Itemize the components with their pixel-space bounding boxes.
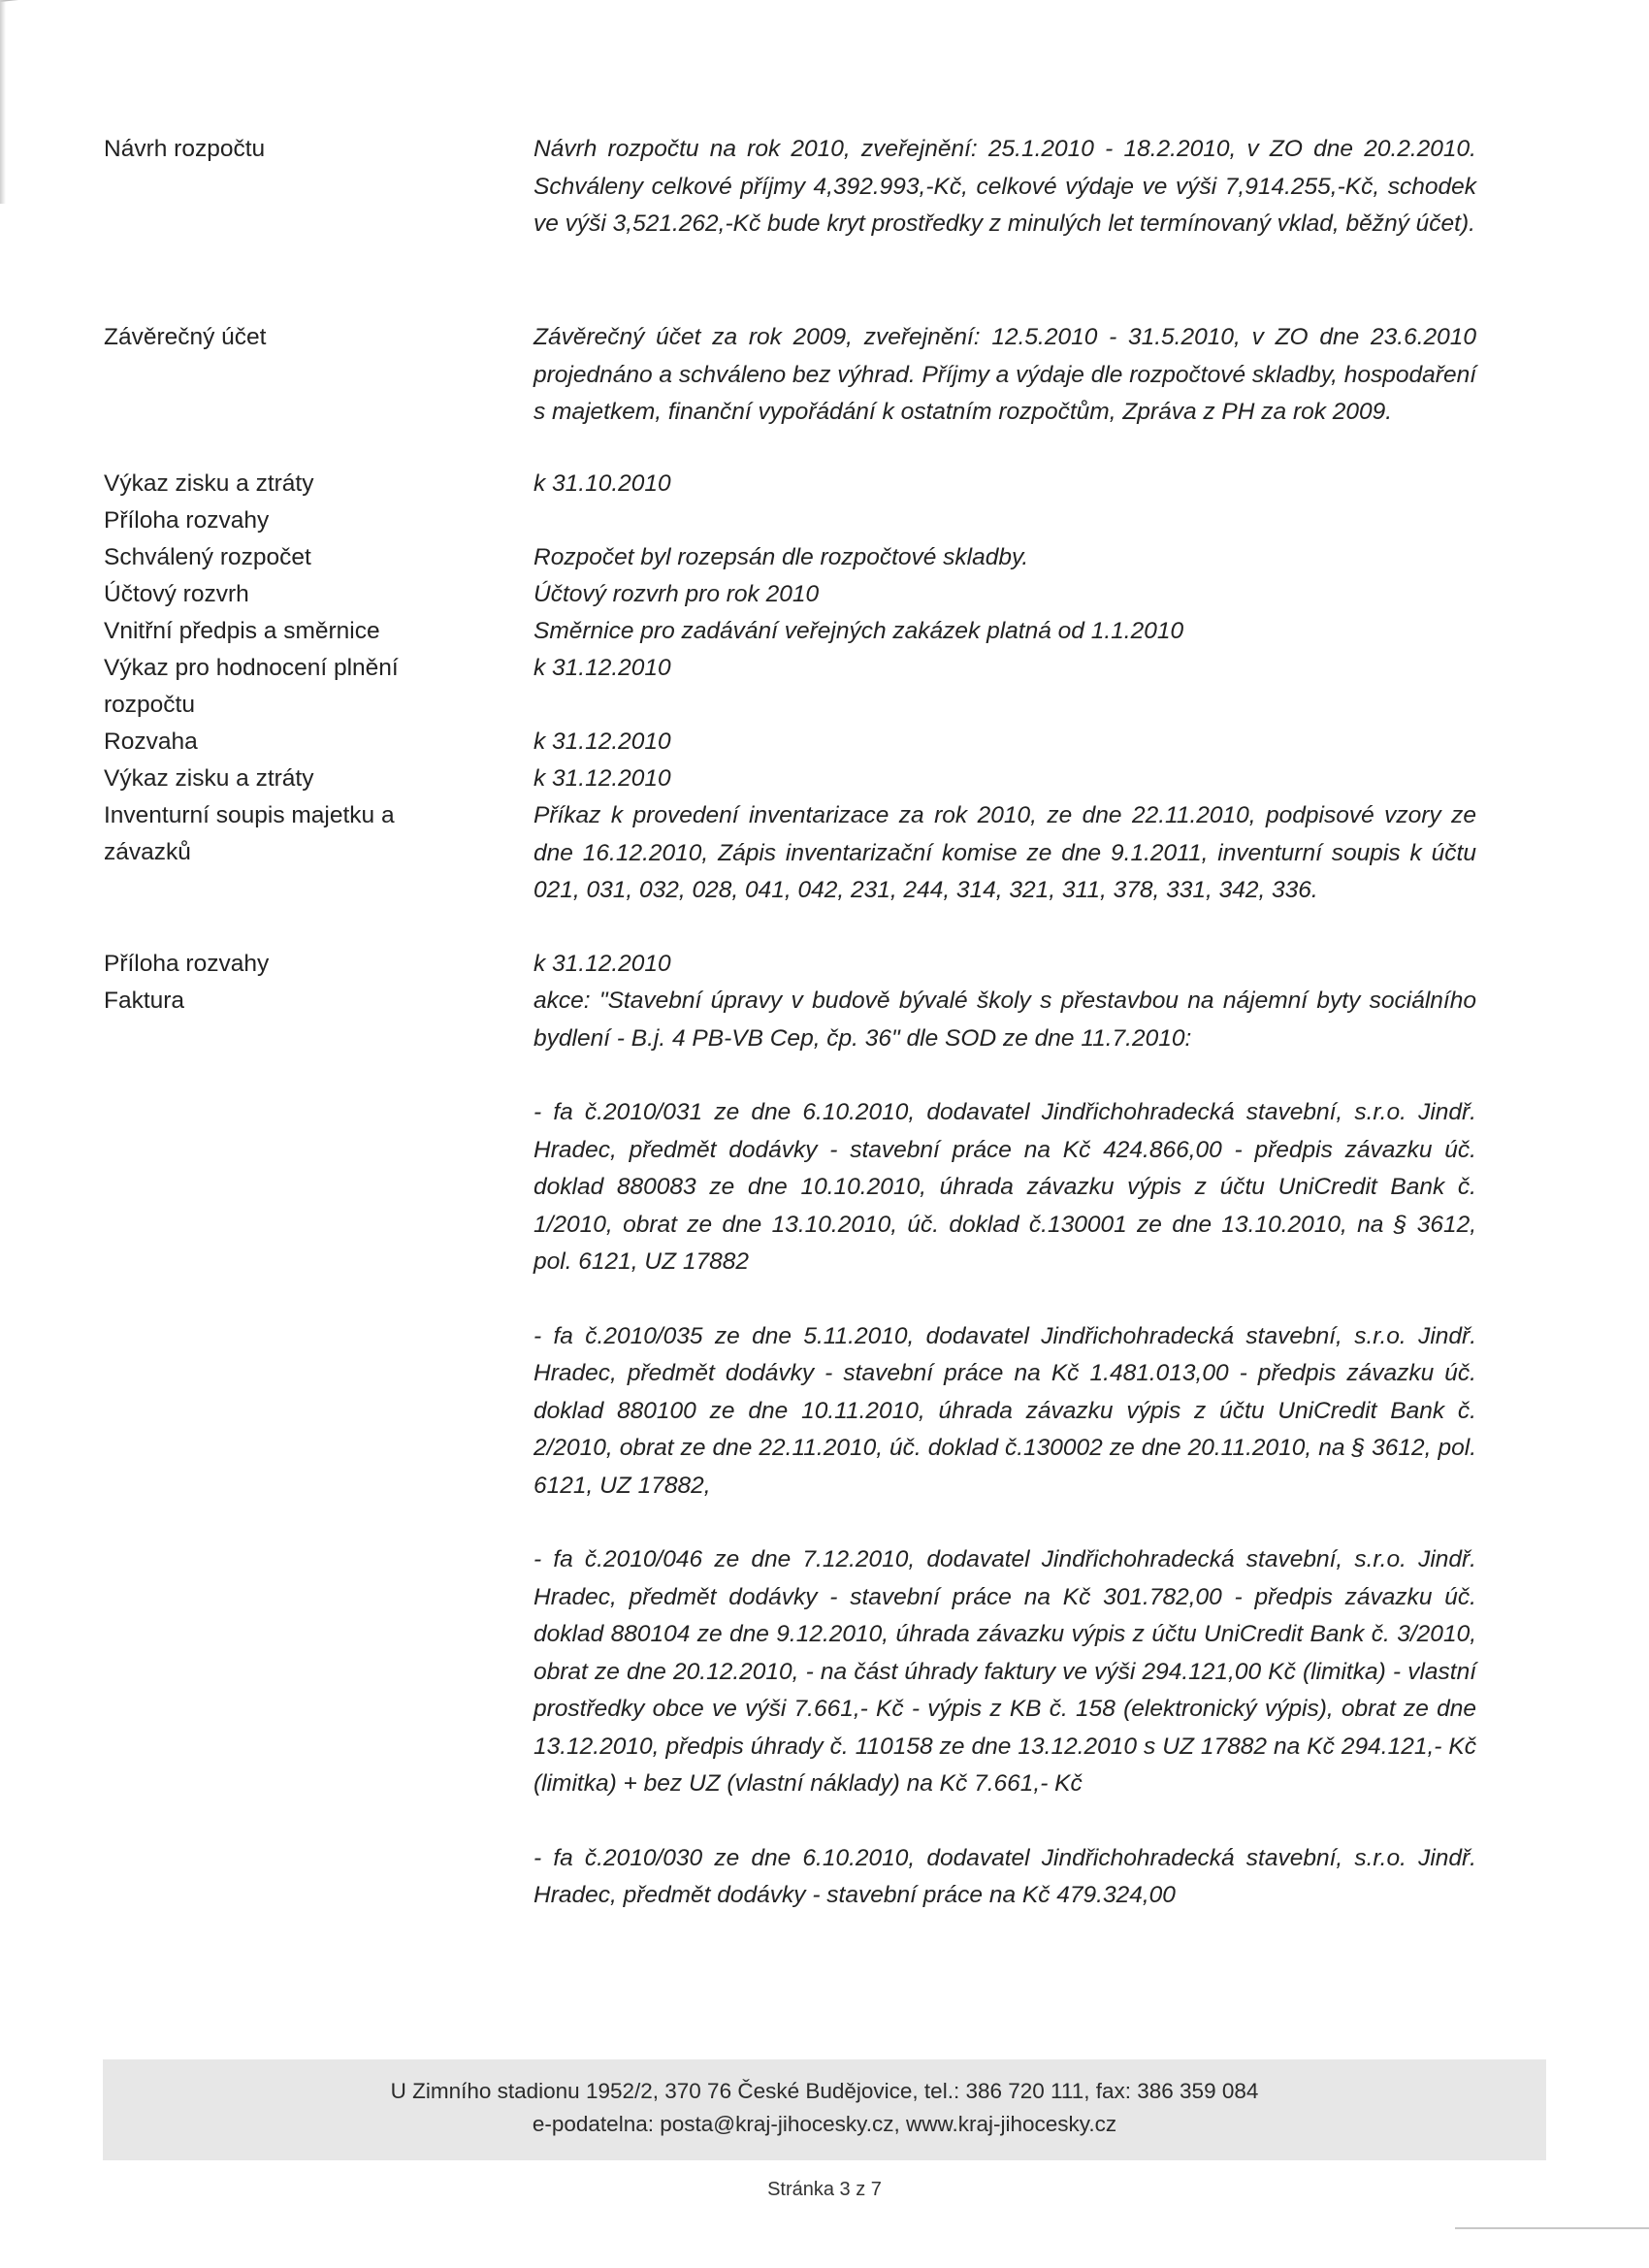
content-zaverecny-ucet: Závěrečný účet za rok 2009, zveřejnění: 12.5.2010 - 31.5.2010, v ZO dne 23.6.2010 projednáno a schváleno bez výhrad. Příjmy a výdaje dle rozpočtové skladby, hospodaření s majetkem, finanční vypořádání k ostatním rozpočtům, Zpráva z PH za rok 2009. <box>534 324 1476 425</box>
label-vykaz-plneni <box>104 650 453 724</box>
content-vykaz-zisku-2: k 31.12.2010 <box>534 765 671 792</box>
content-faktura <box>534 983 1476 1915</box>
label-navrh-rozpoctu: Návrh rozpočtu <box>104 136 266 162</box>
label-inventurni-soupis <box>104 797 453 871</box>
label-rozvaha: Rozvaha <box>104 729 198 755</box>
label-priloha-rozvahy-1: Příloha rozvahy <box>104 507 270 534</box>
content-rozvaha: k 31.12.2010 <box>534 729 671 755</box>
label-faktura: Faktura <box>104 988 185 1014</box>
invoice-item: - fa č.2010/046 ze dne 7.12.2010, dodavatel Jindřichohradecká stavební, s.r.o. Jindř. Hradec, předmět dodávky - stavební práce na Kč 301.782,00 - předpis závazku úč. doklad 880104 ze dne 9.12.2010, úhrada závazku výpis z účtu UniCredit Bank č. 3/2010, obrat ze dne 20.12.2010, - na část úhrady faktury ve výši 294.121,00 Kč (limitka) - vlastní prostředky obce ve výši 7.661,- Kč - výpis z KB č. 158 (elektronický výpis), obrat ze dne 13.12.2010, předpis úhrady č. 110158 ze dne 13.12.2010 s UZ 17882 na Kč 294.121,- Kč (limitka) + bez UZ (vlastní náklady) na Kč 7.661,- Kč <box>534 1546 1476 1797</box>
invoice-item: - fa č.2010/030 ze dne 6.10.2010, dodavatel Jindřichohradecká stavební, s.r.o. Jindř. Hradec, předmět dodávky - stavební práce na Kč 479.324,00 <box>534 1844 1476 1908</box>
label-vykaz-plneni-line2: rozpočtu <box>104 692 195 718</box>
content-vykaz-zisku-1: k 31.10.2010 <box>534 470 671 497</box>
content-schvaleny-rozpocet: Rozpočet byl rozepsán dle rozpočtové skladby. <box>534 544 1029 570</box>
label-inventurni-soupis-line2: závazků <box>104 839 191 865</box>
label-schvaleny-rozpocet: Schválený rozpočet <box>104 544 311 570</box>
footer-address: U Zimního stadionu 1952/2, 370 76 České Budějovice, tel.: 386 720 111, fax: 386 359 084 <box>390 2079 1259 2103</box>
label-vykaz-zisku-2: Výkaz zisku a ztráty <box>104 765 314 792</box>
label-vnitrni-predpis: Vnitřní předpis a směrnice <box>104 618 380 644</box>
scan-edge-line <box>1455 2227 1649 2229</box>
page-number: Stránka 3 z 7 <box>767 2179 882 2200</box>
footer-contact: e-podatelna: posta@kraj-jihocesky.cz, www.kraj-jihocesky.cz <box>532 2112 1117 2136</box>
label-priloha-rozvahy-2: Příloha rozvahy <box>104 951 270 977</box>
invoice-item: - fa č.2010/035 ze dne 5.11.2010, dodavatel Jindřichohradecká stavební, s.r.o. Jindř. Hradec, předmět dodávky - stavební práce na Kč 1.481.013,00 - předpis závazku úč. doklad 880100 ze dne 10.11.2010, úhrada závazku výpis z účtu UniCredit Bank č. 2/2010, obrat ze dne 22.11.2010, úč. doklad č.130002 ze dne 20.11.2010, na § 3612, pol. 6121, UZ 17882, <box>534 1322 1476 1499</box>
scan-fold-mark <box>0 0 155 41</box>
content-vykaz-plneni: k 31.12.2010 <box>534 655 671 681</box>
label-uctovy-rozvrh: Účtový rozvrh <box>104 581 249 607</box>
scan-edge-shadow <box>0 0 6 204</box>
content-vnitrni-predpis: Směrnice pro zadávání veřejných zakázek platná od 1.1.2010 <box>534 618 1184 644</box>
label-vykaz-plneni-line1: Výkaz pro hodnocení plnění <box>104 655 399 681</box>
faktura-akce-text: akce: "Stavební úpravy v budově bývalé školy s přestavbou na nájemní byty sociálního bydlení - B.j. 4 PB-VB Cep, čp. 36" dle SOD ze dne 11.7.2010: <box>534 988 1476 1052</box>
label-inventurni-soupis-line1: Inventurní soupis majetku a <box>104 802 395 828</box>
label-vykaz-zisku-1: Výkaz zisku a ztráty <box>104 470 314 497</box>
content-navrh-rozpoctu: Návrh rozpočtu na rok 2010, zveřejnění: 25.1.2010 - 18.2.2010, v ZO dne 20.2.2010. Schváleny celkové příjmy 4,392.993,-Kč, celkové výdaje ve výši 7,914.255,-Kč, schodek ve výši 3,521.262,-Kč bude kryt prostředky z minulých let termínovaný vklad, běžný účet). <box>534 136 1476 237</box>
content-priloha-rozvahy-2: k 31.12.2010 <box>534 951 671 977</box>
content-uctovy-rozvrh: Účtový rozvrh pro rok 2010 <box>534 581 820 607</box>
invoice-item: - fa č.2010/031 ze dne 6.10.2010, dodavatel Jindřichohradecká stavební, s.r.o. Jindř. Hradec, předmět dodávky - stavební práce na Kč 424.866,00 - předpis závazku úč. doklad 880083 ze dne 10.10.2010, úhrada závazku výpis z účtu UniCredit Bank č. 1/2010, obrat ze dne 13.10.2010, úč. doklad č.130001 ze dne 13.10.2010, na § 3612, pol. 6121, UZ 17882 <box>534 1099 1476 1275</box>
content-inventurni-soupis: Příkaz k provedení inventarizace za rok 2010, ze dne 22.11.2010, podpisové vzory ze dne 16.12.2010, Zápis inventarizační komise ze dne 9.1.2011, inventurní soupis k účtu 021, 031, 032, 028, 041, 042, 231, 244, 314, 321, 311, 378, 331, 342, 336. <box>534 802 1476 903</box>
label-zaverecny-ucet: Závěrečný účet <box>104 324 267 350</box>
